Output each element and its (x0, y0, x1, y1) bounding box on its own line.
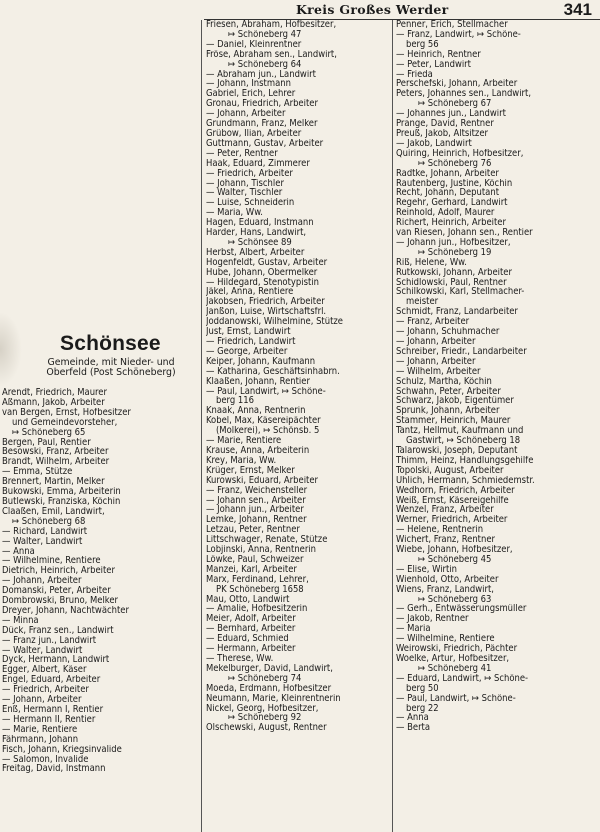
directory-entry: Besowski, Franz, Arbeiter (2, 447, 109, 458)
directory-entry: Keiper, Johann, Kaufmann (206, 356, 316, 367)
directory-entry: — Minna (2, 615, 39, 626)
directory-entry: Wenzel, Franz, Arbeiter (396, 505, 494, 516)
directory-entry: Nickel, Georg, Hofbesitzer, (206, 703, 319, 714)
directory-entry: — Wilhelmine, Rentiere (396, 634, 495, 645)
directory-entry: Werner, Friedrich, Arbeiter (396, 515, 508, 526)
directory-entry: — Anna (396, 713, 429, 724)
directory-entry: Talarowski, Joseph, Deputant (396, 445, 518, 456)
directory-entry: berg 50 (406, 683, 439, 694)
directory-entry: Woelke, Artur, Hofbesitzer, (396, 654, 510, 664)
directory-entry: Aßmann, Jakob, Arbeiter (2, 397, 105, 408)
directory-entry: — Wilhelmine, Rentiere (2, 556, 101, 567)
directory-entry: PK Schöneberg 1658 (216, 584, 304, 595)
directory-entry: Wiens, Franz, Landwirt, (396, 584, 494, 595)
directory-entry: — Johann, Arbeiter (396, 337, 476, 347)
directory-entry: Bergen, Paul, Rentier (2, 437, 91, 448)
directory-entry: Weirowski, Friedrich, Pächter (396, 644, 518, 654)
directory-entry: — Richard, Landwirt (2, 526, 88, 537)
directory-entry: Schulz, Martha, Köchin (396, 376, 492, 387)
directory-entry: — Paul, Landwirt, ↦ Schöne- (396, 693, 516, 704)
directory-entry: Haak, Eduard, Zimmerer (206, 158, 310, 169)
directory-entry: Dietrich, Heinrich, Arbeiter (2, 566, 115, 577)
directory-entry: — Peter, Rentner (206, 148, 278, 159)
directory-entry: Arendt, Friedrich, Maurer (2, 388, 107, 398)
directory-entry: Richert, Heinrich, Arbeiter (396, 218, 506, 229)
directory-entry: Penner, Erich, Stellmacher (396, 20, 508, 30)
directory-entry: — Marie, Rentiere (2, 724, 78, 735)
directory-entry: Manzei, Karl, Arbeiter (206, 564, 297, 575)
directory-entry: — Eduard, Landwirt, ↦ Schöne- (396, 673, 529, 684)
directory-entry: — Friedrich, Arbeiter (2, 685, 89, 696)
directory-entry: Regehr, Gerhard, Landwirt (396, 198, 508, 209)
directory-entry: — Walter, Landwirt (2, 536, 83, 547)
directory-entry: Gastwirt, ↦ Schöneberg 18 (406, 436, 521, 446)
directory-entry: — Johannes jun., Landwirt (396, 109, 506, 120)
directory-entry: Reinhold, Adolf, Maurer (396, 208, 495, 219)
directory-entry: — Johann, Schuhmacher (396, 327, 500, 337)
directory-entry: Perschefski, Johann, Arbeiter (396, 79, 518, 90)
directory-entry: — George, Arbeiter (206, 346, 288, 357)
directory-entry: Hagen, Eduard, Instmann (206, 218, 314, 229)
directory-entry: Löwke, Paul, Schweizer (206, 554, 304, 565)
directory-entry: Wichert, Franz, Rentner (396, 535, 495, 546)
directory-entry: Knaak, Anna, Rentnerin (206, 406, 306, 417)
directory-entry: Marx, Ferdinand, Lehrer, (206, 574, 309, 585)
place-description-line: Oberfeld (Post Schöneberg) (46, 367, 176, 378)
directory-entry: Recht, Johann, Deputant (396, 188, 499, 199)
directory-entry: ↦ Schöneberg 67 (418, 99, 492, 110)
directory-entry: berg 116 (216, 396, 254, 407)
directory-entry: Riß, Helene, Ww. (396, 257, 467, 268)
directory-entry: Quiring, Heinrich, Hofbesitzer, (396, 148, 524, 159)
directory-entry: Hube, Johann, Obermelker (206, 267, 318, 278)
directory-entry: — Helene, Rentnerin (396, 525, 484, 536)
directory-entry: Bukowski, Emma, Arbeiterin (2, 487, 121, 497)
directory-entry: — Katharina, Geschäftsinhabrn. (206, 366, 340, 377)
directory-entry: Uhlich, Hermann, Schmiedemstr. (396, 475, 535, 486)
directory-entry: — Amalie, Hofbesitzerin (206, 604, 308, 615)
column-2 (206, 20, 390, 733)
directory-entry: — Johann, Instmann (206, 79, 291, 90)
directory-entry: Dombrowski, Bruno, Melker (2, 596, 119, 606)
directory-entry: Kobel, Max, Käsereipächter (206, 416, 321, 427)
directory-entry: — Johann, Arbeiter (396, 356, 476, 367)
running-title: Kreis Großes Werder (296, 2, 449, 17)
directory-entry: Friesen, Abraham, Hofbesitzer, (206, 20, 337, 30)
directory-entry: Letzau, Peter, Rentner (206, 525, 300, 536)
directory-entry: Gabriel, Erich, Lehrer (206, 89, 296, 100)
directory-entry: Joddanowski, Wilhelmine, Stütze (206, 317, 343, 328)
directory-entry: — Paul, Landwirt, ↦ Schöne- (206, 386, 326, 397)
directory-entry: — Friedrich, Landwirt (206, 337, 296, 347)
directory-entry: — Franz, Landwirt, ↦ Schöne- (396, 29, 521, 40)
directory-entry: — Berta (396, 723, 431, 734)
directory-entry: Fröse, Abraham sen., Landwirt, (206, 49, 337, 60)
directory-entry: Engel, Eduard, Arbeiter (2, 675, 101, 686)
directory-entry: — Jakob, Landwirt (396, 138, 472, 149)
page-number: 341 (563, 0, 592, 19)
directory-entry: — Maria, Ww. (206, 208, 263, 219)
directory-entry: und Gemeindevorsteher, (12, 417, 118, 428)
directory-entry: — Therese, Ww. (206, 654, 274, 664)
directory-entry: Littschwager, Renate, Stütze (206, 535, 328, 546)
directory-entry: — Bernhard, Arbeiter (206, 624, 296, 635)
directory-entry: ↦ Schöneberg 19 (418, 247, 492, 258)
directory-entry: Brandt, Wilhelm, Arbeiter (2, 457, 110, 468)
directory-entry: — Johann, Arbeiter (2, 695, 82, 705)
directory-entry: Wienhold, Otto, Arbeiter (396, 574, 499, 585)
directory-entry: Claaßen, Emil, Landwirt, (2, 506, 105, 517)
directory-entry: ↦ Schöneberg 45 (418, 554, 492, 565)
directory-entry: ↦ Schöneberg 47 (228, 29, 302, 40)
directory-entry: Radtke, Johann, Arbeiter (396, 168, 499, 179)
directory-entry: Topolski, August, Arbeiter (396, 465, 504, 476)
directory-entry: Schidlowski, Paul, Rentner (396, 277, 507, 288)
directory-entry: Gronau, Friedrich, Arbeiter (206, 99, 318, 110)
directory-entry: Just, Ernst, Landwirt (206, 327, 291, 337)
column-1 (2, 388, 198, 774)
directory-entry: — Frieda (396, 69, 433, 80)
directory-entry: Thimm, Heinz, Handlungsgehilfe (396, 455, 534, 466)
directory-entry: Grundmann, Franz, Melker (206, 119, 318, 129)
directory-entry: — Hildegard, Stenotypistin (206, 277, 319, 288)
directory-entry: Fisch, Johann, Kriegsinvalide (2, 744, 122, 755)
directory-entry: Schreiber, Friedr., Landarbeiter (396, 346, 527, 357)
directory-entry: — Hermann II, Rentier (2, 714, 96, 725)
directory-entry: Peters, Johannes sen., Landwirt, (396, 89, 531, 100)
directory-entry: — Gerh., Entwässerungsmüller (396, 604, 527, 615)
directory-entry: Lemke, Johann, Rentner (206, 515, 307, 526)
directory-entry: Jäkel, Anna, Rentiere (206, 287, 294, 298)
directory-entry: Mekelburger, David, Landwirt, (206, 663, 333, 674)
directory-entry: Guttmann, Gustav, Arbeiter (206, 138, 324, 149)
directory-entry: Dück, Franz sen., Landwirt (2, 625, 114, 636)
directory-entry: — Walter, Tischler (206, 188, 283, 199)
directory-entry: Jakobsen, Friedrich, Arbeiter (206, 297, 325, 308)
directory-entry: Schwarz, Jakob, Eigentümer (396, 396, 514, 407)
directory-entry: — Wilhelm, Arbeiter (396, 366, 481, 377)
directory-entry: Krüger, Ernst, Melker (206, 465, 295, 476)
directory-entry: Freitag, David, Instmann (2, 764, 106, 775)
directory-entry: — Johann, Arbeiter (2, 576, 82, 587)
directory-entry: — Johann sen., Arbeiter (206, 495, 306, 506)
directory-entry: — Johann jun., Hofbesitzer, (396, 237, 511, 248)
directory-entry: — Elise, Wirtin (396, 564, 458, 575)
directory-entry: — Emma, Stütze (2, 467, 73, 478)
directory-entry: Domanski, Peter, Arbeiter (2, 586, 111, 597)
directory-entry: Krause, Anna, Arbeiterin (206, 445, 310, 456)
directory-entry: Prange, David, Rentner (396, 119, 494, 129)
directory-entry: meister (406, 297, 439, 308)
directory-entry: — Peter, Landwirt (396, 59, 471, 70)
directory-entry: Sprunk, Johann, Arbeiter (396, 406, 500, 417)
directory-entry: van Riesen, Johann sen., Rentier (396, 228, 533, 238)
place-description (16, 358, 206, 378)
directory-entry: Klaaßen, Johann, Rentier (206, 376, 310, 387)
directory-entry: Stammer, Heinrich, Maurer (396, 416, 511, 427)
directory-entry: (Molkerei), ↦ Schönsb. 5 (216, 426, 320, 437)
directory-entry: Preuß, Jakob, Altsitzer (396, 128, 489, 139)
place-heading: Schönsee (60, 332, 161, 355)
directory-entry: Schilkowski, Karl, Stellmacher- (396, 287, 525, 298)
directory-entry: Tantz, Hellmut, Kaufmann und (396, 426, 524, 437)
directory-entry: Enß, Hermann I, Rentier (2, 705, 104, 715)
directory-entry: Dyck, Hermann, Landwirt (2, 655, 110, 666)
directory-entry: Krey, Maria, Ww. (206, 455, 277, 466)
directory-entry: Lobjinski, Anna, Rentnerin (206, 545, 317, 555)
directory-entry: — Abraham jun., Landwirt (206, 69, 316, 80)
directory-entry: ↦ Schöneberg 68 (12, 516, 86, 527)
directory-entry: ↦ Schöneberg 92 (228, 713, 302, 724)
directory-entry: Kurowski, Eduard, Arbeiter (206, 475, 318, 486)
directory-entry: Janßon, Luise, Wirtschaftsfrl. (206, 307, 327, 318)
directory-entry: — Johann, Arbeiter (206, 109, 286, 120)
directory-entry: berg 22 (406, 703, 439, 714)
directory-entry: ↦ Schöneberg 64 (228, 59, 302, 70)
directory-entry: — Friedrich, Arbeiter (206, 168, 293, 179)
directory-entry: — Franz, Arbeiter (396, 317, 470, 328)
directory-entry: — Walter, Landwirt (2, 645, 83, 656)
directory-entry: Schmidt, Franz, Landarbeiter (396, 307, 518, 318)
directory-entry: — Johann jun., Arbeiter (206, 505, 304, 516)
directory-entry: van Bergen, Ernst, Hofbesitzer (2, 407, 131, 418)
directory-entry: Fährmann, Johann (2, 734, 79, 745)
directory-entry: Brennert, Martin, Melker (2, 477, 105, 488)
directory-entry: Rautenberg, Justine, Köchin (396, 178, 513, 189)
directory-entry: Hogenfeldt, Gustav, Arbeiter (206, 257, 328, 268)
directory-entry: Rutkowski, Johann, Arbeiter (396, 267, 512, 278)
directory-entry: — Franz, Weichensteller (206, 485, 308, 496)
directory-entry: Moeda, Erdmann, Hofbesitzer (206, 683, 332, 694)
directory-entry: ↦ Schöneberg 74 (228, 673, 302, 684)
directory-entry: Harder, Hans, Landwirt, (206, 228, 307, 238)
directory-entry: — Luise, Schneiderin (206, 198, 295, 209)
column-3 (396, 20, 594, 733)
directory-entry: Herbst, Albert, Arbeiter (206, 247, 305, 258)
directory-entry: — Eduard, Schmied (206, 634, 289, 645)
directory-entry: Egger, Albert, Käser (2, 665, 87, 676)
directory-entry: — Maria (396, 624, 431, 635)
directory-entry: Wiebe, Johann, Hofbesitzer, (396, 545, 513, 555)
directory-entry: Weiß, Ernst, Käsereigehilfe (396, 495, 509, 506)
directory-entry: Neumann, Marie, Kleinrentnerin (206, 693, 341, 704)
directory-entry: — Jakob, Rentner (396, 614, 469, 625)
directory-entry: — Anna (2, 546, 35, 557)
directory-entry: ↦ Schöneberg 63 (418, 594, 492, 605)
directory-entry: Mau, Otto, Landwirt (206, 594, 290, 605)
directory-entry: Olschewski, August, Rentner (206, 723, 327, 734)
directory-entry: ↦ Schönsee 89 (228, 237, 292, 248)
directory-entry: — Marie, Rentiere (206, 436, 282, 446)
directory-entry: Dreyer, Johann, Nachtwächter (2, 605, 129, 616)
place-description-line: Gemeinde, mit Nieder- und (47, 357, 175, 368)
directory-entry: Meier, Adolf, Arbeiter (206, 614, 296, 625)
directory-entry: Schwahn, Peter, Arbeiter (396, 386, 501, 397)
directory-entry: ↦ Schöneberg 65 (12, 427, 86, 438)
directory-entry: — Johann, Tischler (206, 178, 284, 189)
directory-entry: — Salomon, Invalide (2, 754, 89, 765)
column-divider (201, 20, 202, 832)
directory-entry: — Franz jun., Landwirt (2, 635, 97, 646)
directory-entry: ↦ Schöneberg 41 (418, 663, 492, 674)
directory-entry: — Heinrich, Rentner (396, 49, 481, 60)
directory-entry: — Daniel, Kleinrentner (206, 39, 302, 50)
directory-entry: — Hermann, Arbeiter (206, 644, 296, 654)
directory-entry: ↦ Schöneberg 76 (418, 158, 492, 169)
directory-entry: berg 56 (406, 39, 439, 50)
directory-entry: Wedhorn, Friedrich, Arbeiter (396, 485, 515, 496)
column-divider (392, 20, 393, 832)
directory-entry: Grübow, Ilian, Arbeiter (206, 128, 302, 139)
page-header (206, 0, 600, 20)
directory-entry: Butlewski, Franziska, Köchin (2, 496, 121, 507)
